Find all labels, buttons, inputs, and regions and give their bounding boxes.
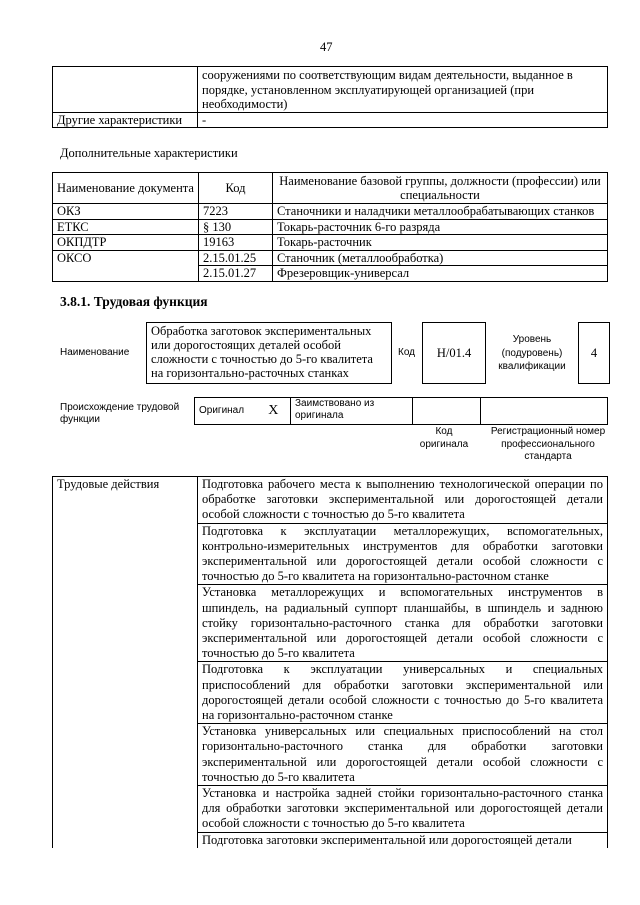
table-cell: Токарь-расточник 6-го разряда <box>273 219 608 235</box>
code-label: Код <box>398 347 416 358</box>
code-box: H/01.4 <box>422 322 486 384</box>
original-label: Оригинал <box>195 398 257 425</box>
origin-table <box>194 397 608 425</box>
action-item: Установка металлорежущих и вспомогательных инструментов в шпиндель, на радиальный суппорт планшайбы, в шпиндель и заднюю стойку горизонтально-расточного станка для обработки заготовки экспериментальной или дорогостоящей детали особой сложности с точностью до 5-го квалитета <box>198 585 608 662</box>
header-cell-group: Наименование базовой группы, должности (профессии) или специальности <box>273 173 608 204</box>
table-cell: § 130 <box>199 219 273 235</box>
table-row <box>53 235 608 251</box>
action-item: Подготовка заготовки экспериментальной или дорогостоящей детали <box>198 832 608 848</box>
table-row <box>53 67 608 113</box>
table-cell: ОКСО <box>53 250 199 266</box>
section-title: 3.8.1. Трудовая функция <box>60 294 208 309</box>
table-row <box>53 250 608 266</box>
action-item: Подготовка к эксплуатации металлорежущих, вспомогательных, контрольно-измерительных инструментов для обработки заготовки экспериментальной или дорогостоящей детали особой сложности с точностью до 5-го квалитета на горизонтально-расточном станке <box>198 523 608 585</box>
function-name-box: Обработка заготовок экспериментальных или дорогостоящих деталей особой сложности с точностью до 5-го квалитета на горизонтально-расточных станках <box>146 322 392 384</box>
table-cell: ОКЗ <box>53 204 199 220</box>
table-cell: 19163 <box>199 235 273 251</box>
table-cell <box>481 398 608 425</box>
header-cell-code: Код <box>199 173 273 204</box>
table-cell: Фрезеровщик-универсал <box>273 266 608 282</box>
original-mark: X <box>257 398 291 425</box>
table-cell: - <box>198 112 608 128</box>
action-item: Подготовка к эксплуатации универсальных и специальных приспособлений для обработки заготовки экспериментальной или дорогостоящей детали особой сложности с точностью до 5-го квалитета на горизонтально-расточном станке <box>198 662 608 724</box>
table-row <box>53 204 608 220</box>
table-cell: 2.15.01.25 <box>199 250 273 266</box>
name-label: Наименование <box>60 347 130 358</box>
level-box: 4 <box>578 322 610 384</box>
table-cell: Станочник (металлообработка) <box>273 250 608 266</box>
table-cell: 2.15.01.27 <box>199 266 273 282</box>
top-table <box>52 66 608 128</box>
additional-heading: Дополнительные характеристики <box>60 146 238 160</box>
actions-label: Трудовые действия <box>53 477 198 848</box>
table-cell: ОКПДТР <box>53 235 199 251</box>
table-cell: 7223 <box>199 204 273 220</box>
origin-label: Происхождение трудовой функции <box>60 402 180 425</box>
action-item: Установка универсальных или специальных приспособлений на стол горизонтально-расточного станка для обработки заготовки экспериментальной или дорогостоящей детали особой сложности с точностью до 5-го квалитета <box>198 724 608 786</box>
table-row <box>53 219 608 235</box>
table-row <box>195 398 608 425</box>
table-row <box>53 266 608 282</box>
table-cell: Другие характеристики <box>53 112 198 128</box>
action-item: Подготовка рабочего места к выполнению технологической операции по обработке заготовки экспериментальной или дорогостоящей детали особой сложности с точностью до 5-го квалитета <box>198 477 608 524</box>
table-cell: Станочники и наладчики металлообрабатывающих станков <box>273 204 608 220</box>
table-cell: сооружениями по соответствующим видам деятельности, выданное в порядке, установленном эксплуатирующей организацией (при необходимости) <box>198 67 608 113</box>
table-row <box>53 477 608 524</box>
level-label: Уровень (подуровень) квалификации <box>498 334 566 372</box>
borrowed-label: Заимствовано из оригинала <box>291 398 413 425</box>
table-cell <box>413 398 481 425</box>
table-cell: Токарь-расточник <box>273 235 608 251</box>
table-row <box>53 112 608 128</box>
table-header-row <box>53 173 608 204</box>
header-cell-document: Наименование документа <box>53 173 199 204</box>
table-cell <box>53 67 198 113</box>
table-cell <box>53 266 199 282</box>
reg-number-caption: Регистрационный номер профессионального стандарта <box>490 426 606 462</box>
additional-table <box>52 172 608 282</box>
code-original-caption: Код оригинала <box>419 426 469 450</box>
labor-actions-table <box>52 476 608 848</box>
page-number: 47 <box>320 40 333 54</box>
table-cell: ЕТКС <box>53 219 199 235</box>
action-item: Установка и настройка задней стойки горизонтально-расточного станка для обработки заготовки экспериментальной или дорогостоящей детали особой сложности с точностью до 5-го квалитета <box>198 786 608 833</box>
